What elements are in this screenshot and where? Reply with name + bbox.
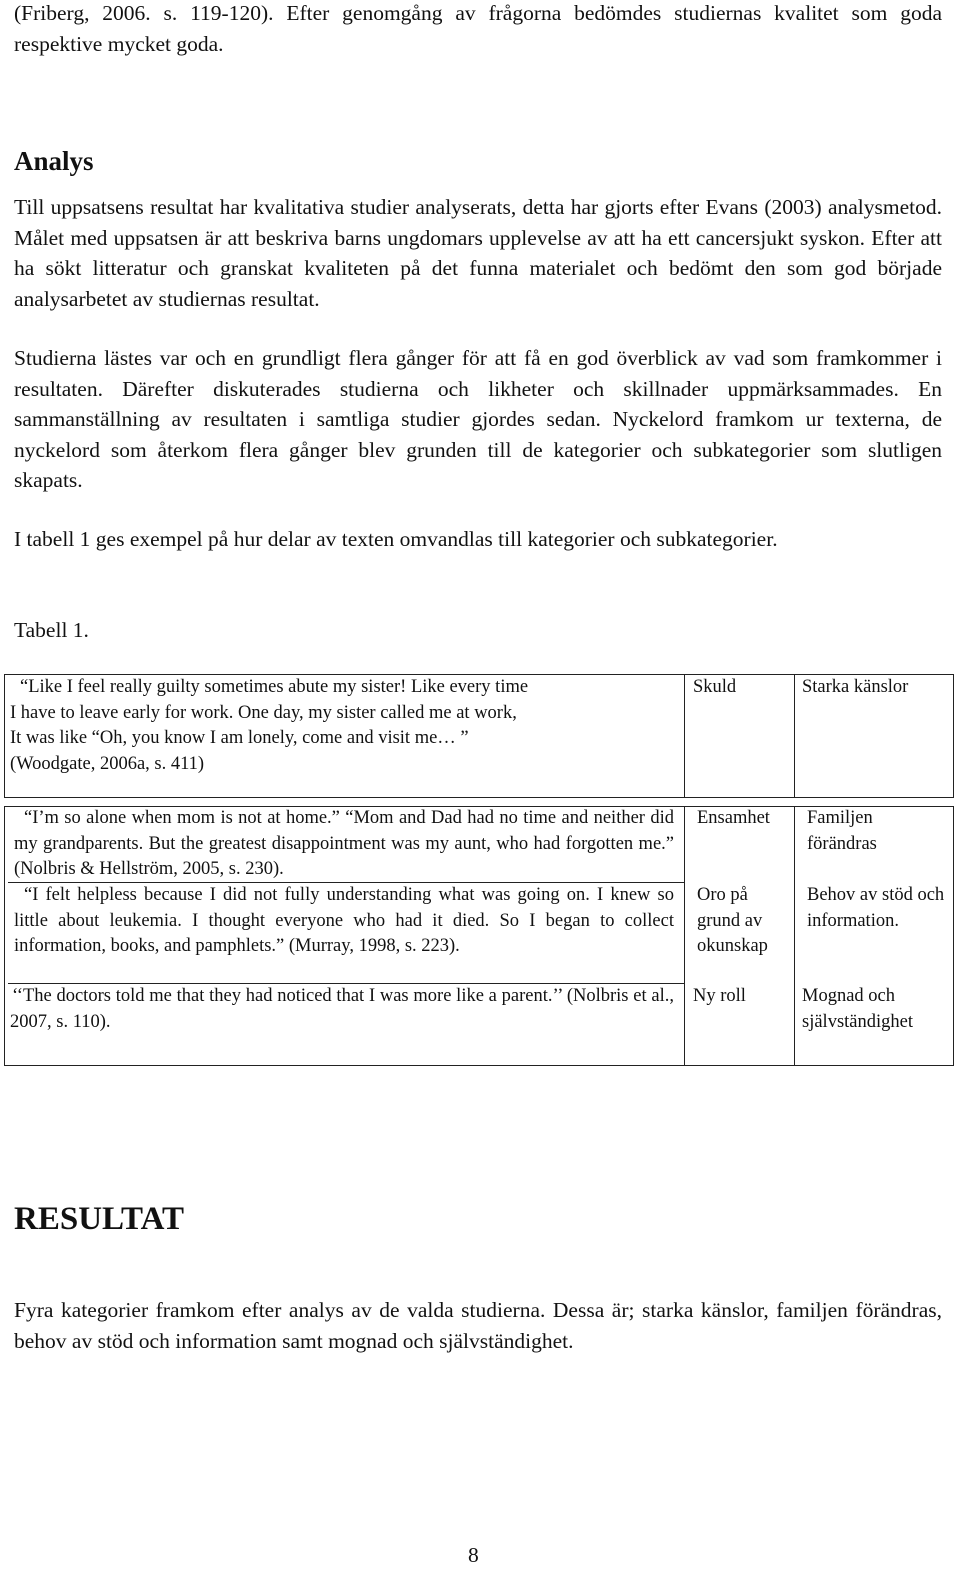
quote-line: I have to leave early for work. One day, my sister called me at work, [10, 702, 517, 723]
table-row-4-quote: ‘‘The doctors told me that they had noticed that I was more like a parent.’’ (Nolbris et al., 2007, s. 110). [10, 986, 674, 1032]
analys-paragraph-1: Till uppsatsens resultat har kvalitativa studier analyserats, detta har gjorts efter Evans (2003) analysmetod. Målet med uppsatsen är att beskriva barns ungdomars upplevelse av att ha ett cancersjukt syskon. Efter att ha sökt litteratur och granskat kvaliteten på det funna materialet och bedömt den som god började analysarbetet av studiernas resultat. [14, 195, 942, 311]
analys-heading: Analys [14, 146, 94, 176]
analys-paragraph-3: I tabell 1 ges exempel på hur delar av texten omvandlas till kategorier och subkategorier. [14, 527, 778, 551]
resultat-paragraph-1: Fyra kategorier framkom efter analys av de valda studierna. Dessa är; starka känslor, familjen förändras, behov av stöd och information samt mognad och självständighet. [14, 1298, 942, 1353]
quote-line: “Like I feel really guilty sometimes abute my sister! Like every time [20, 677, 529, 697]
analys-paragraph-2: Studierna lästes var och en grundligt flera gånger för att få en god överblick av vad som framkommer i resultaten. Därefter diskuterades studierna och likheter och skillnader uppmärksammades. En sammanställning av resultaten i samtliga studier gjordes sedan. Nyckelord framkom ur texterna, de nyckelord som återkom flera gånger blev grunden till de kategorier och subkategorier som slutligen skapats. [14, 346, 942, 492]
table-caption: Tabell 1. [14, 618, 89, 642]
table-row-4-category: Mognad och självständighet [802, 986, 913, 1032]
table-row-1-category: Starka känslor [802, 677, 909, 697]
table-row-2-subcategory: Ensamhet [697, 808, 770, 828]
table-row-3-subcategory: Oro på grund av okunskap [697, 885, 768, 956]
intro-tail-paragraph: (Friberg, 2006. s. 119-120). Efter genomgång av frågorna bedömdes studiernas kvalitet som goda respektive mycket goda. [14, 1, 942, 56]
table-row-3-quote: “I felt helpless because I did not fully understanding what was going on. I knew so little about leukemia. I thought everyone who had it died. So I began to collect information, books, and pamphlets.” (Murray, 1998, s. 223). [14, 885, 674, 956]
table-divider [794, 674, 795, 798]
quote-line: It was like “Oh, you know I am lonely, come and visit me… ” [10, 728, 469, 748]
table-divider [794, 806, 795, 1066]
table-row-1-subcategory: Skuld [693, 677, 737, 697]
table-divider [684, 806, 685, 1066]
table-divider [684, 674, 685, 798]
table-row-3-category: Behov av stöd och information. [807, 885, 945, 931]
table-row-2-quote: “I’m so alone when mom is not at home.” “Mom and Dad had no time and neither did my grandparents. But the greatest disappointment was my aunt, who had forgotten me.” (Nolbris & Hellström, 2005, s. 230). [14, 808, 674, 879]
table-row-2-category: Familjen förändras [807, 808, 877, 854]
page-number: 8 [468, 1543, 479, 1567]
table-row-1-quote [10, 675, 678, 777]
quote-line: (Woodgate, 2006a, s. 411) [10, 753, 205, 774]
resultat-heading: RESULTAT [14, 1201, 184, 1237]
table-row-4-subcategory: Ny roll [693, 986, 746, 1006]
